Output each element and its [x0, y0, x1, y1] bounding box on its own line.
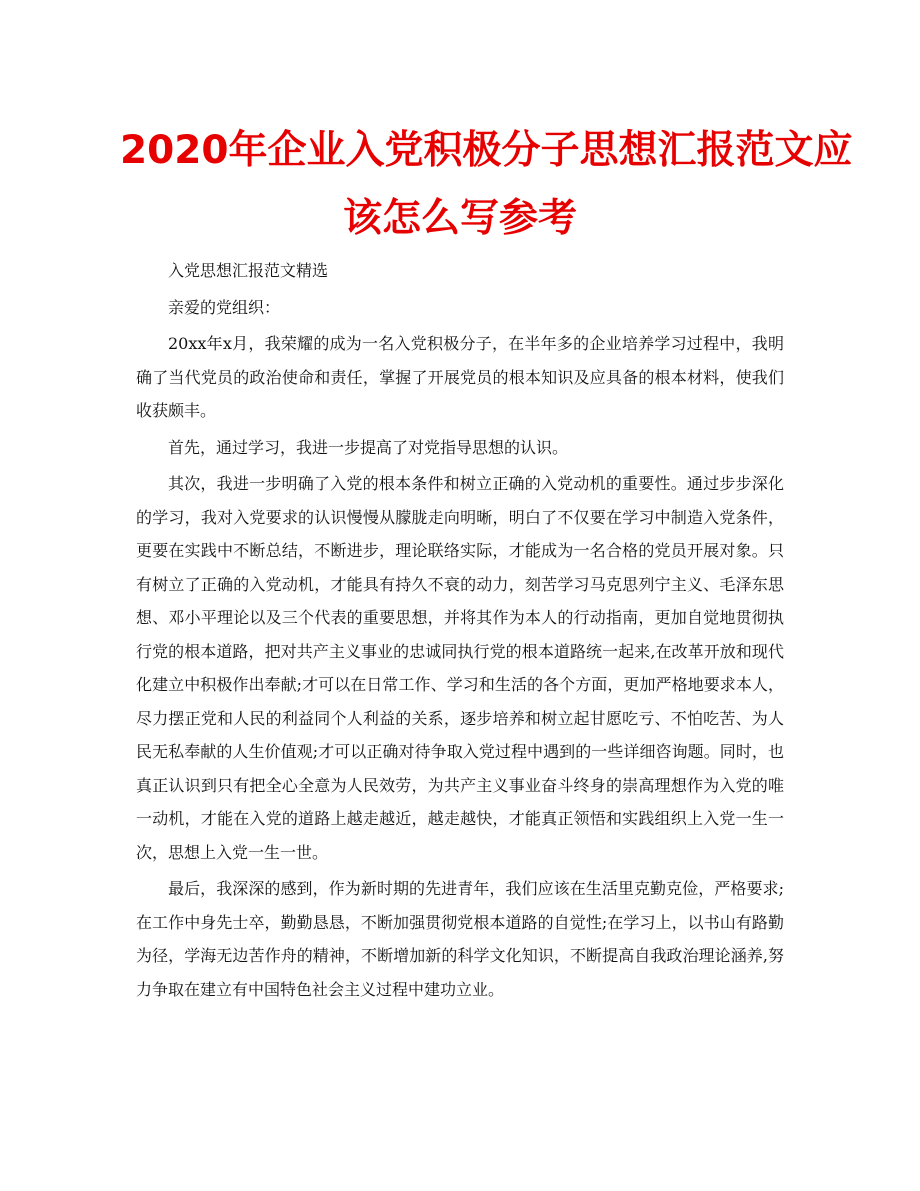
paragraph-salutation: 亲爱的党组织： [168, 297, 281, 317]
paragraph-last: 最后，我深深的感到，作为新时期的先进青年，我们应该在生活里克勤克俭，严格要求;在工作中身先士卒，勤勤恳恳，不断加强贯彻党根本道路的自觉性;在学习上，以书山有路勤为径，学海无边苦作舟的精神，不断增加新的科学文化知识，不断提高自我政治理论涵养,努力争取在建立有中国特色社会主义过程中建功立业。 [136, 879, 784, 999]
paragraph-second: 其次，我进一步明确了入党的根本条件和树立正确的入党动机的重要性。通过步步深化的学习，我对入党要求的认识慢慢从朦胧走向明晰，明白了不仅要在学习中制造入党条件，更要在实践中不断总结，不断进步，理论联络实际，才能成为一名合格的党员开展对象。只有树立了正确的入党动机，才能具有持久不衰的动力，刻苦学习马克思列宁主义、毛泽东思想、邓小平理论以及三个代表的重要思想，并将其作为本人的行动指南，更加自觉地贯彻执行党的根本道路，把对共产主义事业的忠诚同执行党的根本道路统一起来,在改革开放和现代化建立中积极作出奉献;才可以在日常工作、学习和生活的各个方面，更加严格地要求本人，尽力摆正党和人民的利益同个人利益的关系，逐步培养和树立起甘愿吃亏、不怕吃苦、为人民无私奉献的人生价值观;才可以正确对待争取入党过程中遇到的一些详细咨询题。同时，也真正认识到只有把全心全意为人民效劳，为共产主义事业奋斗终身的崇高理想作为入党的唯一动机，才能在入党的道路上越走越近，越走越快，才能真正领悟和实践组织上入党一生一次，思想上入党一生一世。 [136, 474, 784, 862]
paragraph-heading: 入党思想汇报范文精选 [168, 261, 329, 280]
document-title-line-1: 2020年企业入党积极分子思想汇报范文应 [120, 128, 853, 173]
document-body [136, 254, 784, 1009]
paragraph-intro: 20xx年x月，我荣耀的成为一名入党积极分子，在半年多的企业培养学习过程中，我明确了当代党员的政治使命和责任，掌握了开展党员的根本知识及应具备的根本材料，使我们收获颇丰。 [136, 334, 784, 420]
paragraph-first: 首先，通过学习，我进一步提高了对党指导思想的认识。 [168, 437, 569, 457]
document-title-line-2: 该怎么写参考 [342, 196, 577, 241]
